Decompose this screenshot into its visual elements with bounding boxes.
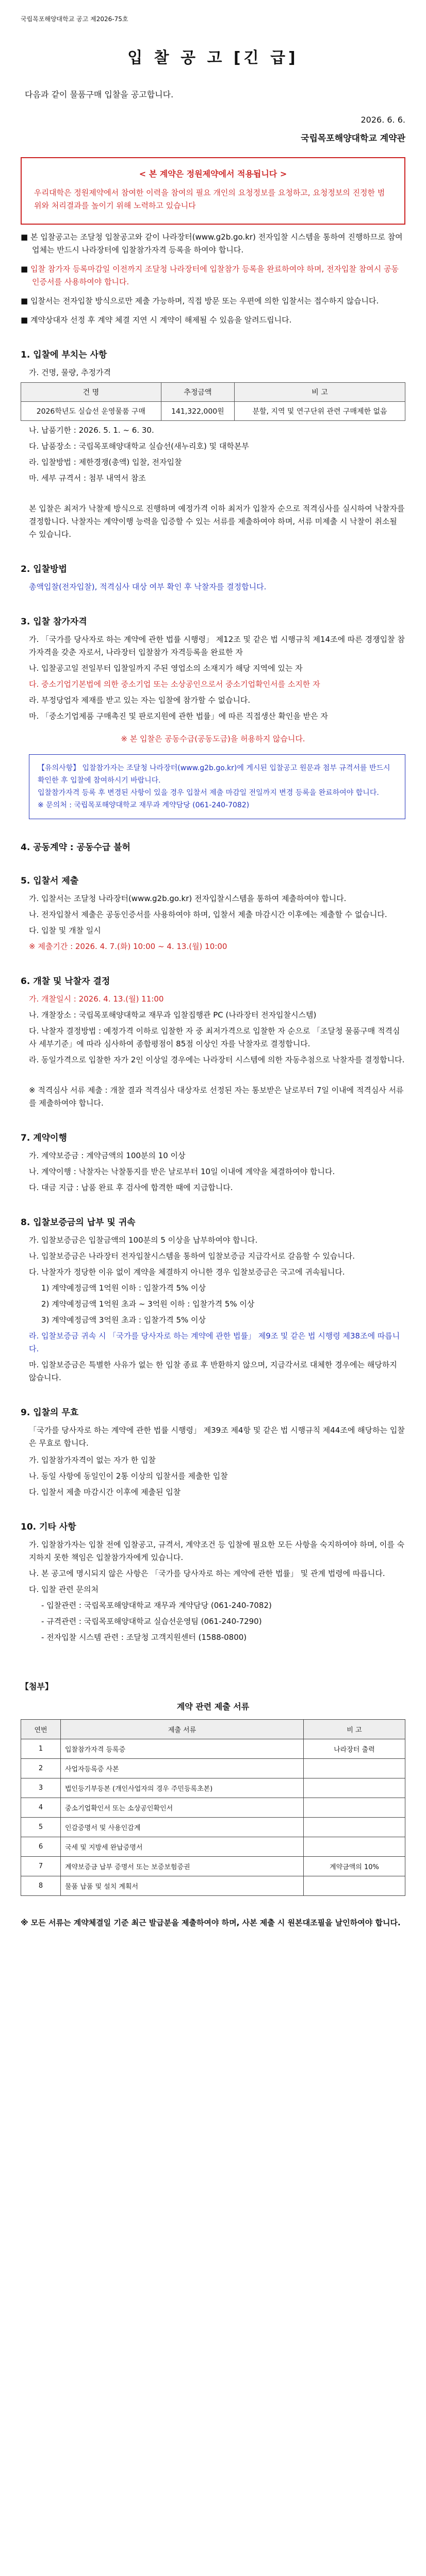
section-item: 다. 입찰서 제출 마감시간 이후에 제출된 입찰	[29, 1487, 181, 1497]
notice-box	[21, 157, 405, 225]
table-header: 제출 서류	[61, 1720, 304, 1739]
section-item: 가. 입찰참가자는 입찰 전에 입찰공고, 규격서, 계약조건 등 입찰에 필요한 모든 사항을 숙지하여야 하며, 이를 숙지하지 못한 책임은 입찰참가자에게 있습니다.	[29, 1540, 405, 1562]
section-item: 가. 입찰참가자격이 없는 자가 한 입찰	[29, 1455, 156, 1465]
section-item: 나. 개찰장소 : 국립목포해양대학교 재무과 입찰집행관 PC (나라장터 전자입찰시스템)	[29, 1010, 317, 1020]
table-row: 1 입찰참가자격 등록증 나라장터 출력	[21, 1739, 405, 1759]
section-item: 라. 부정당업자 제재를 받고 있는 자는 입찰에 참가할 수 없습니다.	[29, 696, 251, 705]
section-item: 가. 입찰보증금은 입찰금액의 100분의 5 이상을 납부하여야 합니다.	[29, 1235, 258, 1245]
section-item: 다. 납품장소 : 국립목포해양대학교 실습선(새누리호) 및 대학본부	[29, 442, 249, 451]
section-item: 나. 전자입찰서 제출은 공동인증서를 사용하여야 하며, 입찰서 제출 마감시간 이후에는 제출할 수 없습니다.	[29, 910, 387, 919]
final-note: ※ 모든 서류는 계약체결일 기준 최근 발급분을 제출하여야 하며, 사본 제출 시 원본대조필을 날인하여야 합니다.	[21, 1918, 401, 1927]
section-item: 다. 낙찰자 결정방법 : 예정가격 이하로 입찰한 자 중 최저가격으로 입찰한 자 순으로 「조달청 물품구매 적격심사 세부기준」에 따라 심사하여 종합평점이 85점 이상인 자를 낙찰자로 결정합니다.	[29, 1026, 400, 1048]
announcement-ref-number: 국립목포해양대학교 공고 제2026-75호	[21, 15, 128, 23]
section-heading: 10. 기타 사항	[21, 1522, 76, 1532]
section-item: 마. 입찰보증금은 특별한 사유가 없는 한 입찰 종료 후 반환하지 않으며, 지급각서로 대체한 경우에는 해당하지 않습니다.	[29, 1360, 397, 1382]
bullet-item: ■ 계약상대자 선정 후 계약 체결 지연 시 계약이 해제될 수 있음을 알려드립니다.	[21, 315, 292, 325]
document-table	[21, 1719, 405, 1896]
section-item: 나. 입찰공고일 전일부터 입찰일까지 주된 영업소의 소재지가 해당 지역에 있는 자	[29, 664, 303, 673]
schedule-line: ※ 제출기간 : 2026. 4. 7.(화) 10:00 ~ 4. 13.(월) 10:00	[29, 942, 227, 951]
table-row: 3 법인등기부등본 (개인사업자의 경우 주민등록초본)	[21, 1778, 405, 1798]
table-cell: 2026학년도 실습선 운영물품 구매	[21, 402, 161, 421]
section-item: 라. 동일가격으로 입찰한 자가 2인 이상일 경우에는 나라장터 시스템에 의한 자동추첨으로 낙찰자를 결정합니다.	[29, 1055, 405, 1064]
section-heading: 4. 공동계약 : 공동수급 불허	[21, 842, 130, 853]
appendix-head: 【첨부】	[21, 1682, 53, 1691]
table-row: 2 사업자등록증 사본	[21, 1759, 405, 1778]
section-item: 가. 「국가를 당사자로 하는 계약에 관한 법률 시행령」 제12조 및 같은 법 시행규칙 제14조에 따른 경쟁입찰 참가자격을 갖춘 자로서, 나라장터 입찰참가 자격등록을 완료한 자	[29, 635, 405, 657]
section-item: 가. 계약보증금 : 계약금액의 100분의 10 이상	[29, 1151, 186, 1160]
section-item: 라. 입찰방법 : 제한경쟁(총액) 입찰, 전자입찰	[29, 457, 182, 467]
section-item: 마. 「중소기업제품 구매촉진 및 판로지원에 관한 법률」에 따른 직접생산 확인을 받은 자	[29, 711, 328, 721]
issuing-organization: 국립목포해양대학교 계약관	[301, 133, 405, 144]
list-item: - 전자입찰 시스템 관련 : 조달청 고객지원센터 (1588-0800)	[41, 1633, 247, 1642]
section-paragraph: ※ 적격심사 서류 제출 : 개찰 결과 적격심사 대상자로 선정된 자는 통보받은 날로부터 7일 이내에 적격심사 서류를 제출하여야 합니다.	[29, 1086, 404, 1108]
notice-line: 우리대학은 정원제약에서 참여한 이력을 참여의 필요 개인의 요청정보를 요청하고, 요청정보의 진정한 범위와 처리결과를 높이기 위해 노력하고 있습니다	[34, 188, 385, 210]
section-item: 다. 낙찰자가 정당한 이유 없이 계약을 체결하지 아니한 경우 입찰보증금은 국고에 귀속됩니다.	[29, 1267, 345, 1277]
table-row	[21, 402, 405, 421]
announcement-page	[21, 14, 405, 1929]
section-item: 다. 입찰 관련 문의처	[29, 1585, 99, 1594]
section-item: 나. 본 공고에 명시되지 않은 사항은 「국가를 당사자로 하는 계약에 관한 법률」 및 관계 법령에 따릅니다.	[29, 1569, 385, 1578]
page-title: 입 찰 공 고 [긴 급]	[127, 49, 299, 67]
section-heading: 5. 입찰서 제출	[21, 876, 79, 886]
section-heading: 9. 입찰의 무효	[21, 1408, 79, 1418]
section-paragraph: 총액입찰(전자입찰), 적격심사 대상 여부 확인 후 낙찰자를 결정합니다.	[29, 582, 267, 591]
item-table	[21, 382, 405, 421]
section-heading: 7. 계약이행	[21, 1133, 67, 1143]
list-item: 2) 계약예정금액 1억원 초과 ~ 3억원 이하 : 입찰가격 5% 이상	[41, 1299, 255, 1309]
section-item: 나. 납품기한 : 2026. 5. 1. ~ 6. 30.	[29, 426, 154, 435]
list-item: - 규격관련 : 국립목포해양대학교 실습선운영팀 (061-240-7290)	[41, 1617, 262, 1626]
bullet-item: ■ 본 입찰공고는 조달청 입찰공고와 같이 나라장터(www.g2b.go.kr) 전자입찰 시스템을 통하여 진행하므로 참여 업체는 반드시 나라장터에 입찰참가자격 등록을 하여야 합니다.	[21, 232, 403, 255]
warning-line: ※ 본 입찰은 공동수급(공동도급)을 허용하지 않습니다.	[121, 734, 305, 743]
list-item: 3) 계약예정금액 3억원 초과 : 입찰가격 5% 이상	[41, 1315, 206, 1325]
bullet-item: ■ 입찰서는 전자입찰 방식으로만 제출 가능하며, 직접 방문 또는 우편에 의한 입찰서는 접수하지 않습니다.	[21, 296, 379, 306]
caution-line: 【유의사항】 입찰참가자는 조달청 나라장터(www.g2b.go.kr)에 게시된 입찰공고 원문과 첨부 규격서를 반드시 확인한 후 입찰에 참여하시기 바랍니다.	[38, 764, 390, 785]
table-row: 6 국세 및 지방세 완납증명서	[21, 1837, 405, 1857]
appendix	[21, 1680, 405, 1896]
appendix-title: 계약 관련 제출 서류	[176, 1702, 250, 1711]
section-item: 가. 개찰일시 : 2026. 4. 13.(월) 11:00	[29, 994, 164, 1004]
table-header: 연번	[21, 1720, 61, 1739]
section-item: 나. 계약이행 : 낙찰자는 낙찰통지를 받은 날로부터 10일 이내에 계약을 체결하여야 합니다.	[29, 1167, 335, 1176]
table-header: 건 명	[21, 383, 161, 402]
bullet-item: ■ 입찰 참가자 등록마감일 이전까지 조달청 나라장터에 입찰참가 등록을 완료하여야 하며, 전자입찰 참여시 공동인증서를 사용하여야 합니다.	[21, 264, 399, 286]
table-header: 비 고	[235, 383, 405, 402]
section-heading: 8. 입찰보증금의 납부 및 귀속	[21, 1217, 136, 1228]
section-item: 마. 세부 규격서 : 첨부 내역서 참조	[29, 473, 146, 483]
section-item: 나. 입찰보증금은 나라장터 전자입찰시스템을 통하여 입찰보증금 지급각서로 갈음할 수 있습니다.	[29, 1251, 355, 1261]
section-heading: 2. 입찰방법	[21, 564, 67, 574]
section-heading: 6. 개찰 및 낙찰자 결정	[21, 976, 110, 987]
table-header: 추정금액	[161, 383, 234, 402]
section-item: 다. 대금 지급 : 납품 완료 후 검사에 합격한 때에 지급합니다.	[29, 1183, 233, 1192]
notice-head: < 본 계약은 정원제약에서 적용됩니다 >	[139, 169, 287, 179]
table-row: 8 물품 납품 및 설치 계획서	[21, 1876, 405, 1896]
caution-line: ※ 문의처 : 국립목포해양대학교 재무과 계약담당 (061-240-7082)	[38, 801, 250, 809]
table-cell: 분할, 지역 및 연구단위 관련 구매제한 없음	[235, 402, 405, 421]
section-item: 다. 입찰 및 개찰 일시	[29, 926, 101, 935]
table-row: 4 중소기업확인서 또는 소상공인확인서	[21, 1798, 405, 1818]
list-item: - 입찰관련 : 국립목포해양대학교 재무과 계약담당 (061-240-7082)	[41, 1601, 272, 1610]
section-heading: 3. 입찰 참가자격	[21, 617, 87, 627]
section-sub: 가. 건명, 물량, 추정가격	[29, 368, 111, 377]
caution-line: 입찰참가자격 등록 후 변경된 사항이 있을 경우 입찰서 제출 마감일 전일까지 변경 등록을 완료하여야 합니다.	[38, 789, 379, 797]
section-heading: 1. 입찰에 부치는 사항	[21, 350, 107, 360]
intro-text: 다음과 같이 물품구매 입찰을 공고합니다.	[25, 90, 174, 99]
section-item: 가. 입찰서는 조달청 나라장터(www.g2b.go.kr) 전자입찰시스템을 통하여 제출하여야 합니다.	[29, 894, 347, 903]
section-item: 라. 입찰보증금 귀속 시 「국가를 당사자로 하는 계약에 관한 법률」 제9조 및 같은 법 시행령 제38조에 따릅니다.	[29, 1331, 400, 1353]
table-row: 5 인감증명서 및 사용인감계	[21, 1818, 405, 1837]
section-item: 나. 동일 사항에 동일인이 2통 이상의 입찰서를 제출한 입찰	[29, 1471, 228, 1481]
section-paragraph: 「국가를 당사자로 하는 계약에 관한 법률 시행령」 제39조 제4항 및 같은 법 시행규칙 제44조에 해당하는 입찰은 무효로 합니다.	[29, 1426, 405, 1448]
table-row: 7 계약보증금 납부 증명서 또는 보증보험증권 계약금액의 10%	[21, 1857, 405, 1876]
section-paragraph: 본 입찰은 최저가 낙찰제 방식으로 진행하며 예정가격 이하 최저가 입찰자 순으로 적격심사를 실시하여 낙찰자를 결정합니다. 낙찰자는 계약이행 능력을 입증할 수 있는 서류를 제출하여야 하며, 서류 미제출 시 낙찰이 취소될 수 있습니다.	[29, 504, 405, 539]
announcement-date: 2026. 6. 6.	[361, 115, 405, 125]
caution-box	[29, 754, 405, 819]
table-cell: 141,322,000원	[161, 402, 234, 421]
list-item: 1) 계약예정금액 1억원 이하 : 입찰가격 5% 이상	[41, 1283, 206, 1293]
table-header: 비 고	[304, 1720, 405, 1739]
section-item: 다. 중소기업기본법에 의한 중소기업 또는 소상공인으로서 중소기업확인서를 소지한 자	[29, 680, 320, 689]
